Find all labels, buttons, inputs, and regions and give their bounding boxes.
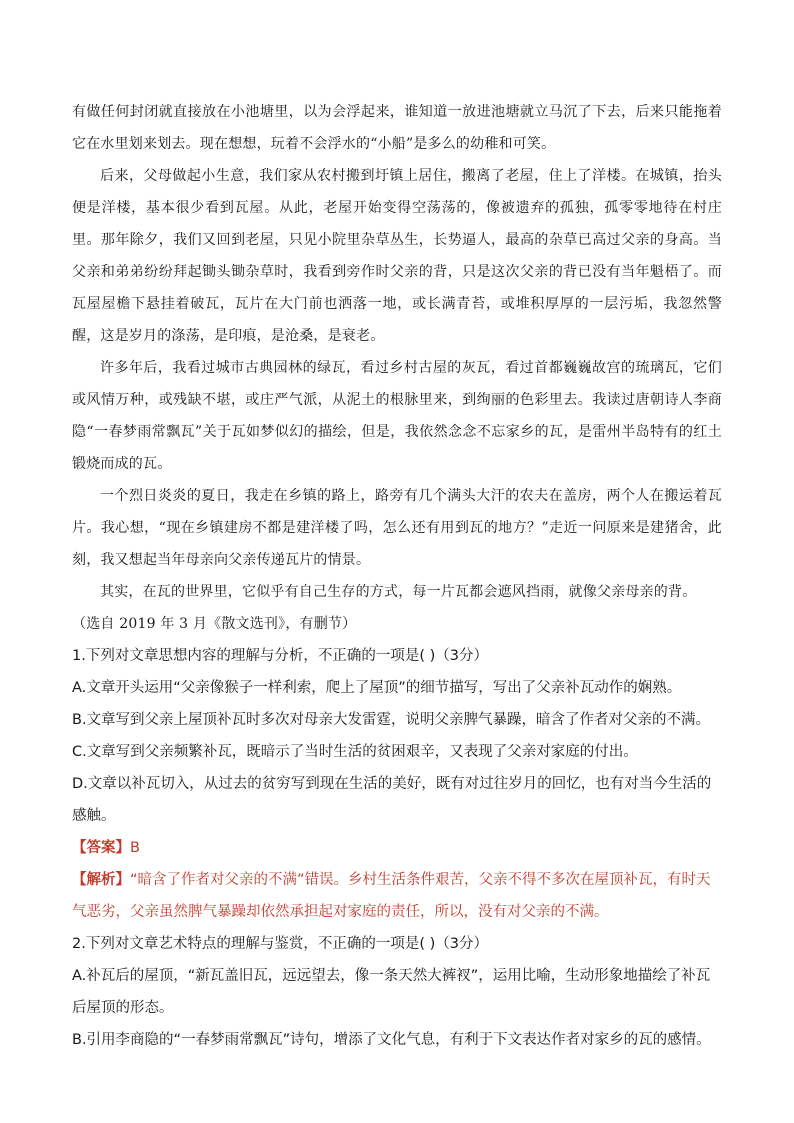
analysis-quote: “暗含了作者对父亲的不满” (130, 872, 305, 888)
option-a: A.文章开头运用“父亲像猴子一样利索，爬上了屋顶”的细节描写，写出了父亲补瓦动作的娴熟。 (72, 680, 682, 696)
page-content (72, 96, 722, 1056)
option-b: B.引用李商隐的“一春梦雨常飘瓦”诗句，增添了文化气息，有利于下文表达作者对家乡的瓦的感情。 (72, 1032, 711, 1048)
passage-paragraph: 后来，父母做起小生意，我们家从农村搬到圩镇上居住，搬离了老屋，住上了洋楼。在城镇，抬头便是洋楼，基本很少看到瓦屋。从此，老屋开始变得空荡荡的，像被遗弃的孤独，孤零零地待在村庄里。那年除夕，我们又回到老屋，只见小院里杂草丛生，长势逼人，最高的杂草已高过父亲的身高。当父亲和弟弟纷纷拜起锄头锄杂草时，我看到旁作时父亲的背，只是这次父亲的背已没有当年魁梧了。而瓦屋屋檐下悬挂着破瓦，瓦片在大门前也洒落一地，或长满青苔，或堆积厚厚的一层污垢，我忽然警醒，这是岁月的涤荡，是印痕，是沧桑，是衰老。 (72, 168, 722, 344)
question-stem: 2.下列对文章艺术特点的理解与鉴赏，不正确的一项是( )（3分） (72, 936, 488, 952)
passage-source: （选自 2019 年 3 月《散文选刊》，有删节） (72, 616, 357, 632)
analysis-text: 错误。乡村生活条件艰苦，父亲不得不多次在屋顶补瓦， (304, 872, 668, 888)
answer-value: B (130, 840, 140, 856)
passage-paragraph: 许多年后，我看过城市古典园林的绿瓦，看过乡村古屋的灰瓦，看过首都巍巍故宫的琉璃瓦，它们或风情万种，或残缺不堪，或庄严气派，从泥土的根脉里来，到绚丽的色彩里去。我读过唐朝诗人李商隐“一春梦雨常飘瓦”关于瓦如梦似幻的描绘，但是，我依然念念不忘家乡的瓦，是雷州半岛特有的红土锻烧而成的瓦。 (72, 360, 722, 472)
option-c: C.文章写到父亲频繁补瓦，既暗示了当时生活的贫困艰辛，又表现了父亲对家庭的付出。 (72, 744, 638, 760)
passage-paragraph: 有做任何封闭就直接放在小池塘里，以为会浮起来，谁知道一放进池塘就立马沉了下去，后来只能拖着它在水里划来划去。现在想想，玩着不会浮水的“小船”是多么的幼稚和可笑。 (72, 104, 722, 152)
passage-paragraph: 其实，在瓦的世界里，它似乎有自己生存的方式，每一片瓦都会遮风挡雨，就像父亲母亲的背。 (100, 584, 697, 600)
question-1 (72, 640, 722, 928)
option-d: D.文章以补瓦切入，从过去的贫穷写到现在生活的美好，既有对过往岁月的回忆，也有对当今生活的感触。 (72, 776, 712, 824)
answer (72, 832, 722, 864)
reading-passage (72, 96, 722, 640)
analysis (72, 864, 722, 928)
analysis-text: 有时天气恶劣，父亲虽然脾气暴躁却依然承担起对家庭的责任，所以，没有对父亲的不满。 (72, 872, 711, 920)
question-stem: 1.下列对文章思想内容的理解与分析，不正确的一项是( )（3分） (72, 648, 488, 664)
question-2 (72, 928, 722, 1056)
option-a: A.补瓦后的屋顶，“新瓦盖旧瓦，远远望去，像一条天然大裤衩”，运用比喻，生动形象地描绘了补瓦后屋顶的形态。 (72, 968, 711, 1016)
answer-tag: 【答案】 (72, 840, 130, 856)
option-b: B.文章写到父亲上屋顶补瓦时多次对母亲大发雷霆，说明父亲脾气暴躁，暗含了作者对父亲的不满。 (72, 712, 711, 728)
analysis-tag: 【解析】 (72, 872, 130, 888)
passage-paragraph: 一个烈日炎炎的夏日，我走在乡镇的路上，路旁有几个满头大汗的农夫在盖房，两个人在搬运着瓦片。我心想，“现在乡镇建房不都是建洋楼了吗，怎么还有用到瓦的地方？”走近一问原来是建猪舍，此刻，我又想起当年母亲向父亲传递瓦片的情景。 (72, 488, 722, 568)
